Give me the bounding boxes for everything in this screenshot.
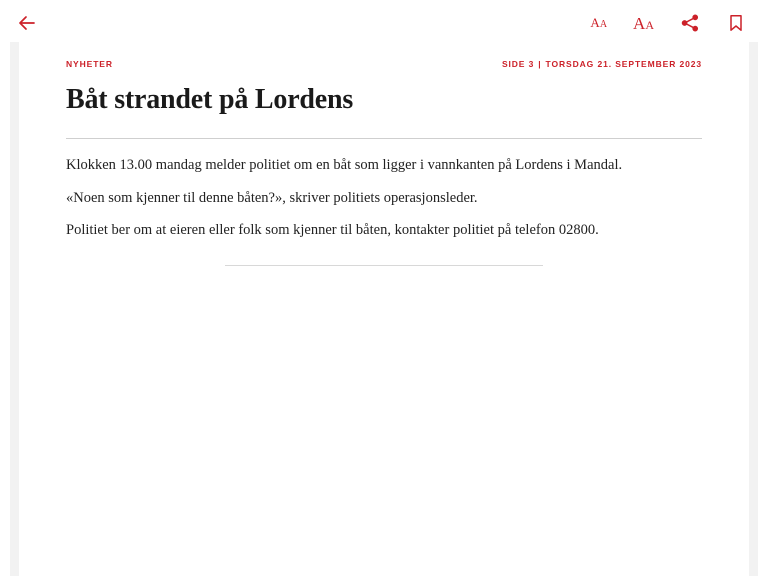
article-paragraph: Klokken 13.00 mandag melder politiet om en båt som ligger i vannkanten på Lordens i Mandal. bbox=[66, 157, 623, 174]
article-paragraph: «Noen som kjenner til denne båten?», skriver politiets operasjonsleder. bbox=[66, 189, 478, 206]
toolbar-right-group bbox=[590, 13, 752, 33]
article-sheet bbox=[19, 42, 749, 576]
share-icon bbox=[680, 13, 700, 33]
article-end-divider bbox=[225, 265, 543, 266]
article-body bbox=[66, 155, 702, 241]
meta-separator: | bbox=[538, 59, 542, 69]
page-and-date-meta bbox=[502, 59, 702, 69]
publication-date: TORSDAG 21. SEPTEMBER 2023 bbox=[545, 59, 702, 69]
article-meta-row bbox=[66, 42, 702, 69]
section-kicker[interactable]: NYHETER bbox=[66, 59, 113, 69]
share-button[interactable] bbox=[680, 13, 700, 33]
back-button[interactable] bbox=[16, 12, 38, 34]
increase-text-size-button[interactable] bbox=[633, 15, 654, 32]
text-size-increase-icon-small: A bbox=[645, 17, 654, 32]
text-size-increase-icon: A bbox=[633, 13, 646, 33]
decrease-text-size-button[interactable] bbox=[590, 16, 607, 30]
page-edge-right bbox=[749, 42, 758, 576]
bookmark-icon bbox=[726, 13, 746, 33]
article-headline: Båt strandet på Lordens bbox=[66, 84, 354, 115]
bookmark-button[interactable] bbox=[726, 13, 746, 33]
text-size-decrease-icon: A bbox=[590, 15, 600, 30]
toolbar-left-group bbox=[16, 12, 38, 34]
text-size-decrease-icon-small: A bbox=[599, 19, 608, 30]
top-toolbar bbox=[0, 0, 768, 46]
page-edge-left bbox=[10, 42, 19, 576]
arrow-left-icon bbox=[16, 12, 38, 34]
headline-divider bbox=[66, 138, 702, 139]
article-paragraph: Politiet ber om at eieren eller folk som kjenner til båten, kontakter politiet på telefon 02800. bbox=[66, 222, 599, 239]
page-number-label: SIDE 3 bbox=[501, 59, 535, 69]
article-content bbox=[19, 42, 749, 266]
